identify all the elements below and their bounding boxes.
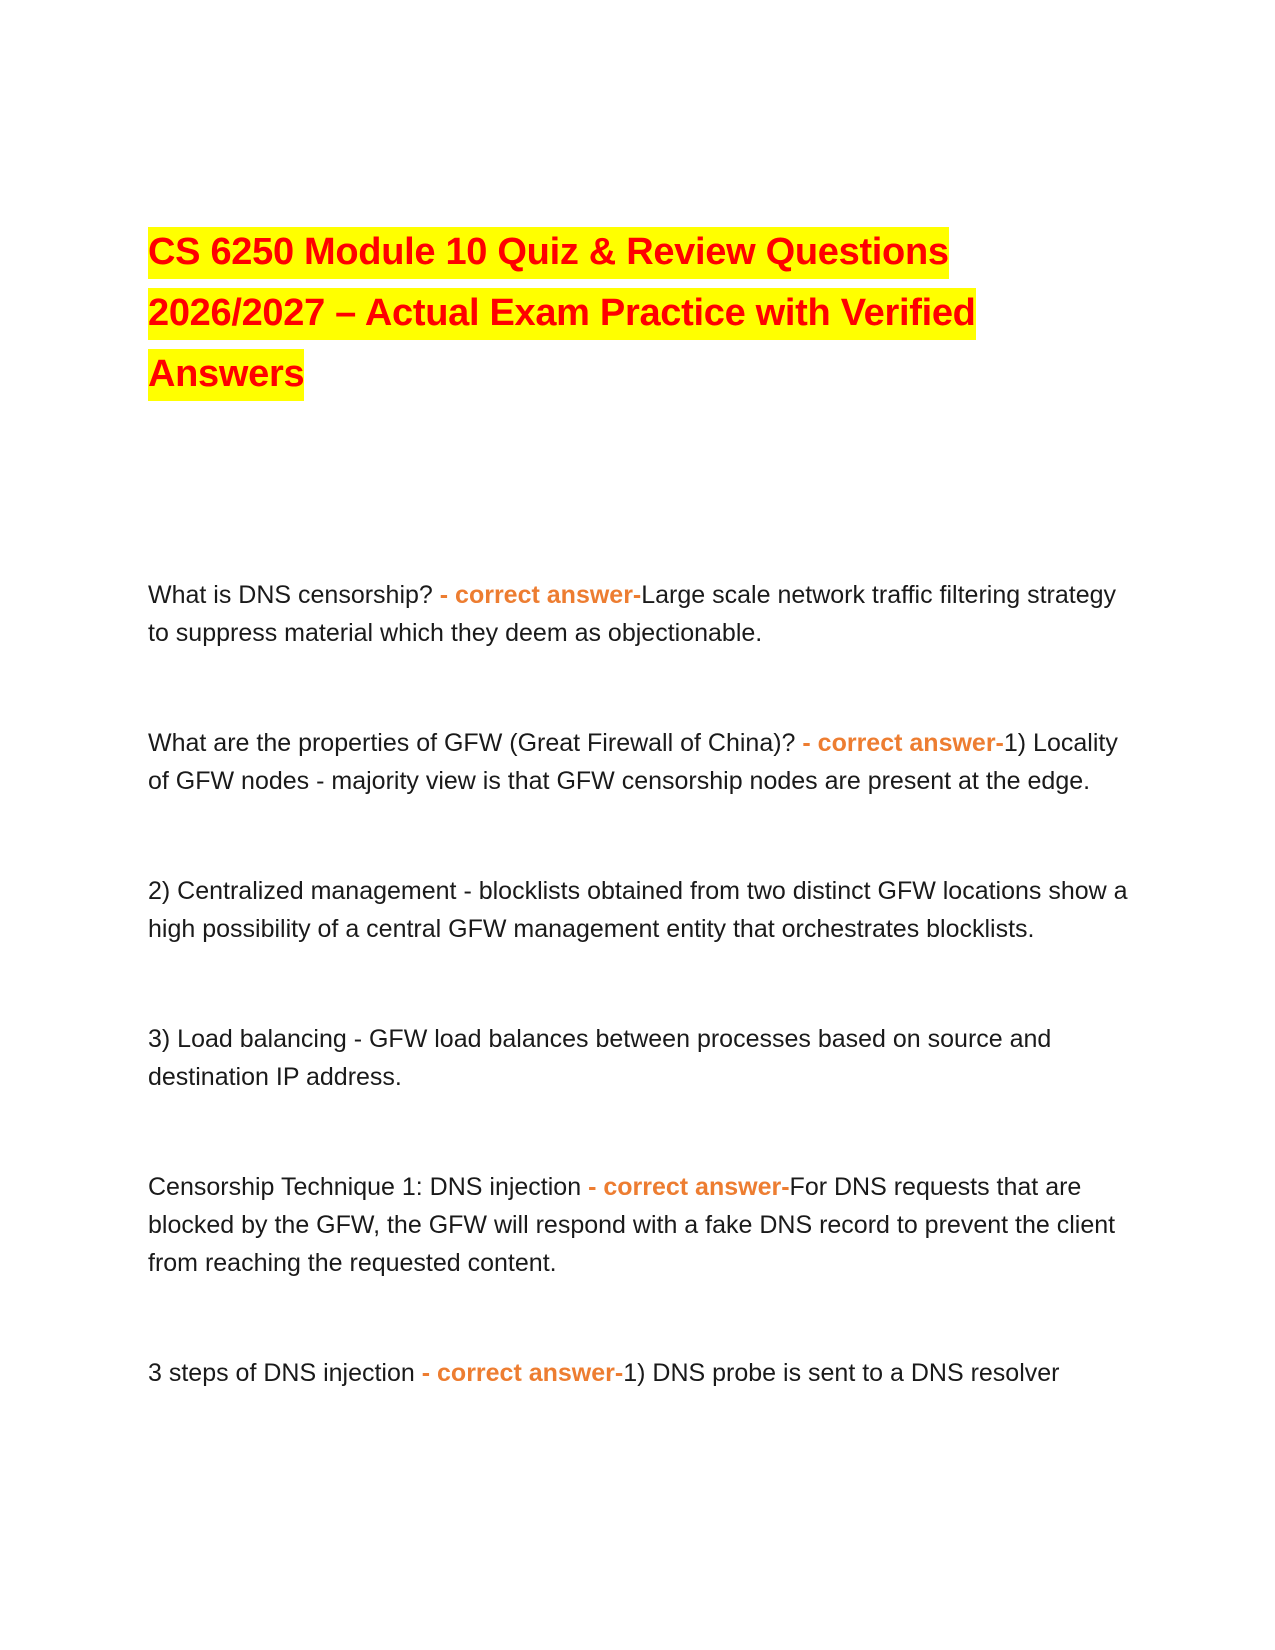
document-title [148, 222, 1108, 405]
qa-item [148, 724, 1128, 800]
question-text: Censorship Technique 1: DNS injection [148, 1173, 589, 1201]
qa-item [148, 576, 1128, 652]
qa-list [148, 576, 1128, 1392]
title-highlight: CS 6250 Module 10 Quiz & Review Questions 2026/2027 – Actual Exam Practice with Verified Answers [148, 227, 976, 401]
question-text: What is DNS censorship? [148, 581, 440, 609]
answer-text: For DNS requests that are blocked by the GFW, the GFW will respond with a fake DNS record to prevent the client from reaching the requested content. [148, 1173, 1116, 1277]
answer-text: 1) DNS probe is sent to a DNS resolver [623, 1359, 1060, 1387]
answer-marker: - correct answer- [802, 729, 1004, 757]
answer-continuation: 2) Centralized management - blocklists obtained from two distinct GFW locations show a high possibility of a central GFW management entity that orchestrates blocklists. [148, 877, 1128, 943]
answer-text: Large scale network traffic filtering strategy to suppress material which they deem as objectionable. [148, 581, 1117, 647]
answer-marker: - correct answer- [421, 1359, 624, 1387]
qa-item [148, 1354, 1128, 1392]
answer-marker: - correct answer- [439, 581, 642, 609]
answer-continuation: 3) Load balancing - GFW load balances between processes based on source and destination IP address. [148, 1025, 1052, 1091]
answer-marker: - correct answer- [588, 1173, 790, 1201]
question-text: What are the properties of GFW (Great Firewall of China)? [148, 729, 803, 757]
answer-text: 1) Locality of GFW nodes - majority view is that GFW censorship nodes are present at the edge. [148, 729, 1118, 795]
question-text: 3 steps of DNS injection [148, 1359, 422, 1387]
qa-item [148, 1168, 1128, 1282]
